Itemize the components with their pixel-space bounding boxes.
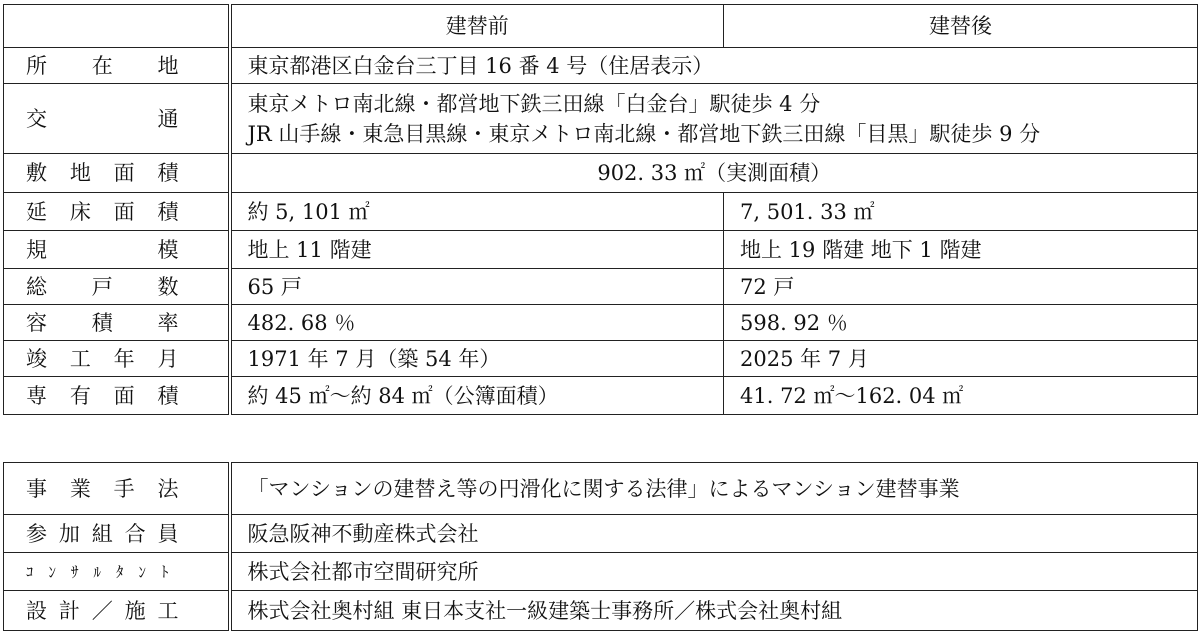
table-row (4, 591, 1198, 631)
site-area-value: 902. 33 ㎡（実測面積） (230, 154, 1198, 193)
floor-area-after: 7, 501. 33 ㎡ (724, 193, 1198, 231)
scale-before: 地上 11 階建 (230, 231, 724, 269)
exclusive-area-before: 約 45 ㎡～約 84 ㎡（公簿面積） (230, 377, 724, 415)
completion-after: 2025 年 7 月 (724, 341, 1198, 377)
table-header-row (4, 5, 1198, 48)
location-value: 東京都港区白金台三丁目 16 番 4 号（住居表示） (230, 48, 1198, 84)
row-label-member: 参加組合員 (4, 515, 230, 553)
table-row (4, 269, 1198, 305)
project-info-table (3, 462, 1198, 631)
row-label-consultant: ｺﾝｻﾙﾀﾝﾄ (4, 553, 230, 591)
completion-before: 1971 年 7 月（築 54 年） (230, 341, 724, 377)
row-label-scale: 規模 (4, 231, 230, 269)
access-line-1: 東京メトロ南北線・都営地下鉄三田線「白金台」駅徒歩 4 分 (247, 91, 821, 116)
access-line-2: JR 山手線・東急目黒線・東京メトロ南北線・都営地下鉄三田線「目黒」駅徒歩 9 分 (247, 121, 1041, 146)
header-before: 建替前 (230, 5, 724, 48)
units-after: 72 戸 (724, 269, 1198, 305)
header-blank-cell (4, 5, 230, 48)
building-spec-table (3, 4, 1198, 415)
access-value (230, 84, 1198, 154)
floor-area-before: 約 5, 101 ㎡ (230, 193, 724, 231)
far-after: 598. 92 ％ (724, 305, 1198, 341)
scale-after: 地上 19 階建 地下 1 階建 (724, 231, 1198, 269)
design-value: 株式会社奥村組 東日本支社一級建築士事務所／株式会社奥村組 (230, 591, 1198, 631)
table-row (4, 193, 1198, 231)
far-before: 482. 68 ％ (230, 305, 724, 341)
row-label-exclusive-area: 専有面積 (4, 377, 230, 415)
row-label-far: 容積率 (4, 305, 230, 341)
row-label-floor-area: 延床面積 (4, 193, 230, 231)
header-after: 建替後 (724, 5, 1198, 48)
row-label-units: 総戸数 (4, 269, 230, 305)
table-row (4, 463, 1198, 515)
row-label-design: 設計／施工 (4, 591, 230, 631)
row-label-site-area: 敷地面積 (4, 154, 230, 193)
table-row (4, 231, 1198, 269)
table-row (4, 377, 1198, 415)
member-value: 阪急阪神不動産株式会社 (230, 515, 1198, 553)
row-label-location: 所在地 (4, 48, 230, 84)
table-row (4, 553, 1198, 591)
method-value: 「マンションの建替え等の円滑化に関する法律」によるマンション建替事業 (230, 463, 1198, 515)
table-row (4, 84, 1198, 154)
row-label-method: 事業手法 (4, 463, 230, 515)
row-label-completion: 竣工年月 (4, 341, 230, 377)
table-row (4, 341, 1198, 377)
consultant-value: 株式会社都市空間研究所 (230, 553, 1198, 591)
table-row (4, 515, 1198, 553)
table-row (4, 48, 1198, 84)
row-label-access: 交通 (4, 84, 230, 154)
table-row (4, 154, 1198, 193)
units-before: 65 戸 (230, 269, 724, 305)
exclusive-area-after: 41. 72 ㎡～162. 04 ㎡ (724, 377, 1198, 415)
table-row (4, 305, 1198, 341)
